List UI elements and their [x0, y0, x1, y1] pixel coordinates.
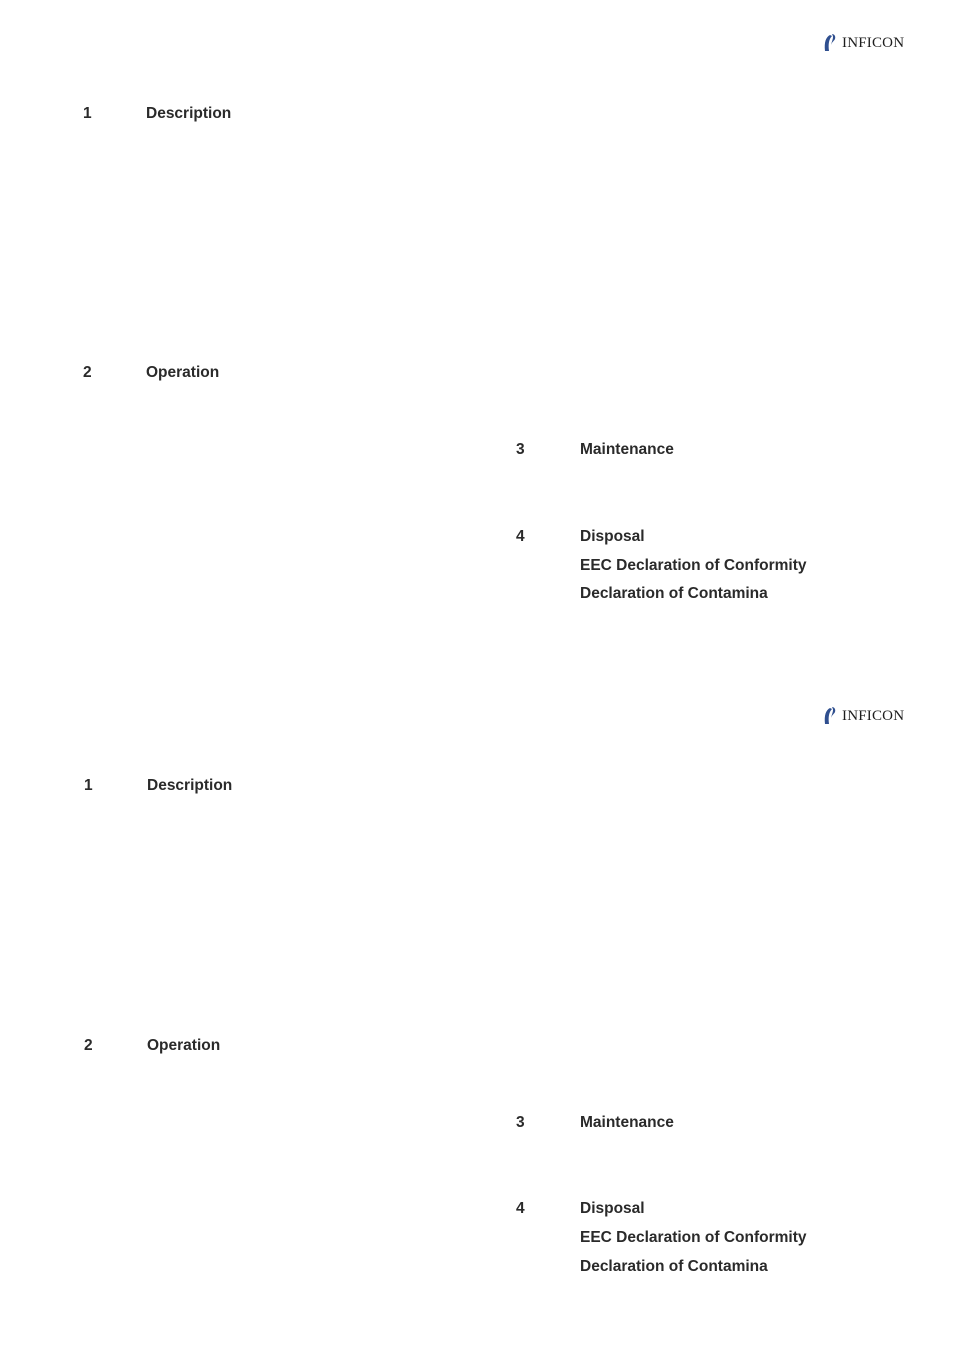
toc-page-2 [0, 675, 954, 1350]
section-title-disposal[interactable]: Disposal [580, 1200, 645, 1217]
section-number: 3 [516, 1114, 525, 1131]
section-number: 2 [83, 364, 92, 381]
appendix-eec-declaration[interactable]: EEC Declaration of Conformity [580, 557, 807, 574]
brand-name: INFICON [842, 34, 905, 51]
section-number: 2 [84, 1037, 93, 1054]
section-title-description[interactable]: Description [146, 105, 232, 122]
appendix-declaration-of-contamination[interactable]: Declaration of Contamina [580, 1258, 768, 1275]
section-title-operation[interactable]: Operation [147, 1037, 221, 1054]
section-number: 1 [84, 777, 93, 794]
section-number: 4 [516, 1200, 525, 1217]
toc-page-1 [0, 0, 954, 675]
section-title-maintenance[interactable]: Maintenance [580, 1114, 674, 1131]
section-title-maintenance[interactable]: Maintenance [580, 441, 674, 458]
section-number: 4 [516, 528, 525, 545]
section-number: 3 [516, 441, 525, 458]
section-title-operation[interactable]: Operation [146, 364, 220, 381]
appendix-eec-declaration[interactable]: EEC Declaration of Conformity [580, 1229, 807, 1246]
brand-name: INFICON [842, 707, 905, 724]
inficon-logo [823, 33, 904, 53]
inficon-logo-icon [823, 706, 841, 726]
appendix-declaration-of-contamination[interactable]: Declaration of Contamina [580, 585, 768, 602]
section-title-description[interactable]: Description [147, 777, 233, 794]
section-title-disposal[interactable]: Disposal [580, 528, 645, 545]
inficon-logo-icon [823, 33, 841, 53]
inficon-logo [823, 706, 904, 726]
section-number: 1 [83, 105, 92, 122]
